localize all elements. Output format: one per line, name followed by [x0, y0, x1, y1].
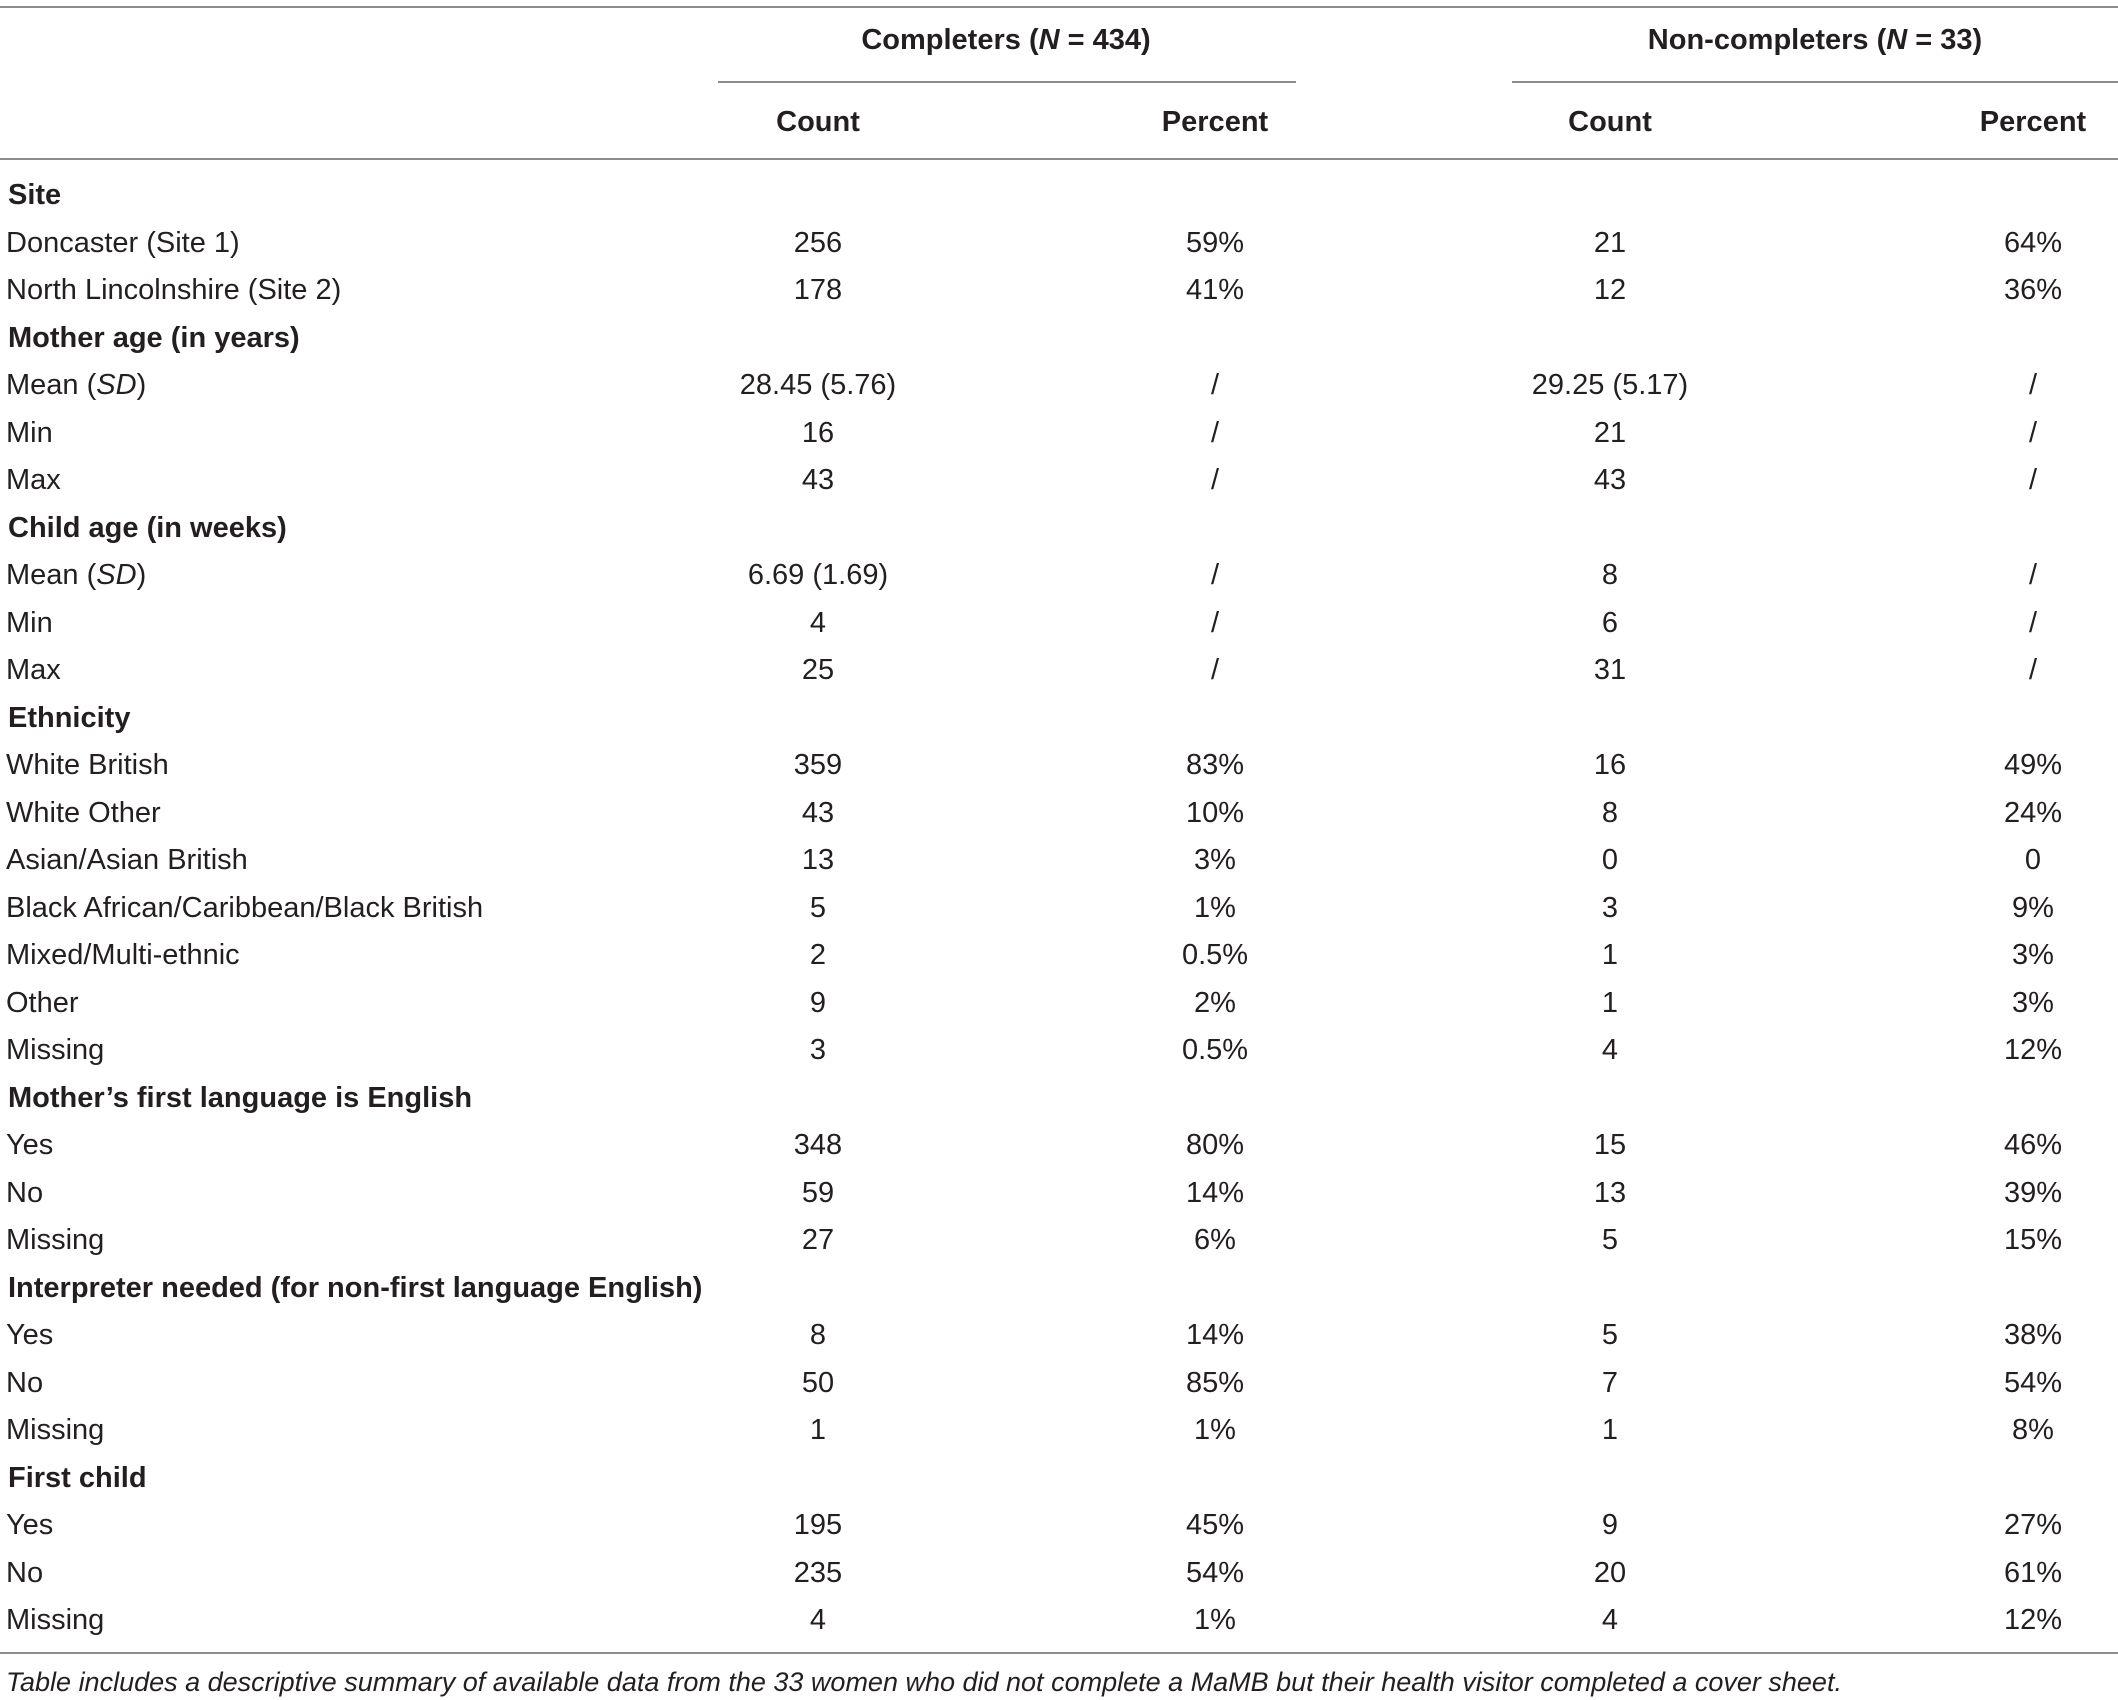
group-header-non-completers: Non-completers (N = 33)	[1647, 24, 1983, 56]
table-cell: 21	[1593, 417, 1627, 449]
table-cell: 4	[1601, 1604, 1619, 1636]
table-cell: 49%	[2003, 749, 2063, 781]
group-rule-non-completers	[1512, 81, 2118, 83]
table-cell: 28.45 (5.76)	[739, 369, 897, 401]
table-cell: /	[1210, 464, 1220, 496]
table-cell: /	[2028, 654, 2038, 686]
table-cell: 3%	[2012, 939, 2054, 971]
table-cell: 54%	[2003, 1367, 2063, 1399]
table-cell: 16	[1593, 749, 1627, 781]
table-cell: 3%	[1194, 844, 1236, 876]
section-heading: Mother’s first language is English	[8, 1082, 473, 1114]
table-cell: 8%	[2012, 1414, 2054, 1446]
table-cell: 9	[809, 987, 827, 1019]
table-cell: /	[2028, 417, 2038, 449]
section-heading: First child	[8, 1462, 147, 1494]
table-cell: 9	[1601, 1509, 1619, 1541]
table-cell: 6%	[1194, 1224, 1236, 1256]
row-label: Mean (SD)	[6, 559, 147, 591]
row-label: Black African/Caribbean/Black British	[6, 892, 484, 924]
row-label: Yes	[6, 1509, 54, 1541]
row-label: Other	[6, 987, 79, 1019]
table-cell: /	[1210, 417, 1220, 449]
table-cell: /	[2028, 607, 2038, 639]
table-cell: 1%	[1194, 892, 1236, 924]
table-cell: /	[1210, 559, 1220, 591]
table-cell: 348	[793, 1129, 843, 1161]
table-cell: 83%	[1185, 749, 1245, 781]
row-label: Min	[6, 607, 53, 639]
table-cell: 59	[801, 1177, 835, 1209]
table-cell: 4	[1601, 1034, 1619, 1066]
row-label: Asian/Asian British	[6, 844, 248, 876]
table-cell: 1%	[1194, 1604, 1236, 1636]
column-header-percent: Percent	[1979, 106, 2087, 138]
table-cell: 25	[801, 654, 835, 686]
table-cell: 12%	[2003, 1604, 2063, 1636]
table-cell: 5	[1601, 1224, 1619, 1256]
row-label: No	[6, 1177, 44, 1209]
table-cell: 1	[1601, 1414, 1619, 1446]
table-cell: 43	[801, 464, 835, 496]
table-cell: 7	[1601, 1367, 1619, 1399]
table-cell: /	[1210, 607, 1220, 639]
row-label: Missing	[6, 1034, 105, 1066]
top-rule	[0, 6, 2118, 8]
table-cell: 27%	[2003, 1509, 2063, 1541]
row-label: Max	[6, 464, 61, 496]
section-heading: Interpreter needed (for non-first language English)	[8, 1272, 703, 1304]
table-cell: 178	[793, 274, 843, 306]
table-cell: 1	[1601, 987, 1619, 1019]
table-cell: 24%	[2003, 797, 2063, 829]
row-label: Max	[6, 654, 61, 686]
table-cell: 2	[809, 939, 827, 971]
table-cell: 6.69 (1.69)	[747, 559, 889, 591]
group-rule-completers	[718, 81, 1296, 83]
table-cell: 50	[801, 1367, 835, 1399]
column-header-count: Count	[1568, 106, 1652, 138]
row-label: White Other	[6, 797, 161, 829]
table-cell: 20	[1593, 1557, 1627, 1589]
table-cell: 2%	[1194, 987, 1236, 1019]
table-cell: /	[2028, 369, 2038, 401]
table-cell: 59%	[1185, 227, 1245, 259]
table-cell: 6	[1601, 607, 1619, 639]
section-heading: Site	[8, 179, 62, 211]
row-label: Mixed/Multi-ethnic	[6, 939, 240, 971]
table-cell: 27	[801, 1224, 835, 1256]
table-cell: 4	[809, 607, 827, 639]
group-header-completers: Completers (N = 434)	[861, 24, 1151, 56]
row-label: Missing	[6, 1224, 105, 1256]
row-label: No	[6, 1557, 44, 1589]
table-cell: 1	[809, 1414, 827, 1446]
table-cell: 80%	[1185, 1129, 1245, 1161]
row-label: White British	[6, 749, 169, 781]
row-label: Yes	[6, 1129, 54, 1161]
row-label: North Lincolnshire (Site 2)	[6, 274, 342, 306]
table-cell: 5	[1601, 1319, 1619, 1351]
table-cell: 14%	[1185, 1177, 1245, 1209]
table-cell: 15%	[2003, 1224, 2063, 1256]
table-cell: 14%	[1185, 1319, 1245, 1351]
table-cell: 13	[1593, 1177, 1627, 1209]
row-label: No	[6, 1367, 44, 1399]
table-cell: 3	[809, 1034, 827, 1066]
table-cell: 235	[793, 1557, 843, 1589]
table-cell: /	[1210, 369, 1220, 401]
table-cell: 31	[1593, 654, 1627, 686]
section-heading: Ethnicity	[8, 702, 131, 734]
table-cell: 256	[793, 227, 843, 259]
table-cell: 0	[1601, 844, 1619, 876]
row-label: Yes	[6, 1319, 54, 1351]
table-cell: 1%	[1194, 1414, 1236, 1446]
table-cell: 38%	[2003, 1319, 2063, 1351]
table-cell: 29.25 (5.17)	[1531, 369, 1689, 401]
table-cell: 4	[809, 1604, 827, 1636]
table-cell: 0.5%	[1181, 939, 1249, 971]
table-cell: 85%	[1185, 1367, 1245, 1399]
table-cell: 195	[793, 1509, 843, 1541]
table-cell: 61%	[2003, 1557, 2063, 1589]
table-cell: 8	[1601, 797, 1619, 829]
table-cell: /	[2028, 464, 2038, 496]
table-cell: 16	[801, 417, 835, 449]
table-cell: 39%	[2003, 1177, 2063, 1209]
table-cell: 43	[801, 797, 835, 829]
table-cell: 9%	[2012, 892, 2054, 924]
row-label: Mean (SD)	[6, 369, 147, 401]
table-cell: 359	[793, 749, 843, 781]
row-label: Min	[6, 417, 53, 449]
table-cell: 21	[1593, 227, 1627, 259]
row-label: Missing	[6, 1604, 105, 1636]
section-heading: Mother age (in years)	[8, 322, 300, 354]
column-header-count: Count	[776, 106, 860, 138]
table-cell: 13	[801, 844, 835, 876]
table-cell: 8	[1601, 559, 1619, 591]
table-footnote: Table includes a descriptive summary of available data from the 33 women who did not complete a MaMB but their health visitor completed a cover sheet.	[6, 1667, 1842, 1697]
table-cell: 5	[809, 892, 827, 924]
row-label: Doncaster (Site 1)	[6, 227, 240, 259]
table-cell: 46%	[2003, 1129, 2063, 1161]
table-cell: 12	[1593, 274, 1627, 306]
column-header-percent: Percent	[1161, 106, 1269, 138]
table-cell: 3%	[2012, 987, 2054, 1019]
table-cell: 36%	[2003, 274, 2063, 306]
table-cell: 12%	[2003, 1034, 2063, 1066]
table-cell: 8	[809, 1319, 827, 1351]
table-cell: 45%	[1185, 1509, 1245, 1541]
bottom-rule	[0, 1652, 2118, 1654]
table-cell: 64%	[2003, 227, 2063, 259]
row-label: Missing	[6, 1414, 105, 1446]
header-rule	[0, 158, 2118, 160]
table-cell: 1	[1601, 939, 1619, 971]
table-cell: 3	[1601, 892, 1619, 924]
table-cell: 10%	[1185, 797, 1245, 829]
table-cell: 41%	[1185, 274, 1245, 306]
table-cell: 15	[1593, 1129, 1627, 1161]
table-cell: /	[1210, 654, 1220, 686]
table-cell: 43	[1593, 464, 1627, 496]
table-cell: 0.5%	[1181, 1034, 1249, 1066]
section-heading: Child age (in weeks)	[8, 512, 287, 544]
table-cell: 0	[2024, 844, 2042, 876]
table-cell: /	[2028, 559, 2038, 591]
table-cell: 54%	[1185, 1557, 1245, 1589]
